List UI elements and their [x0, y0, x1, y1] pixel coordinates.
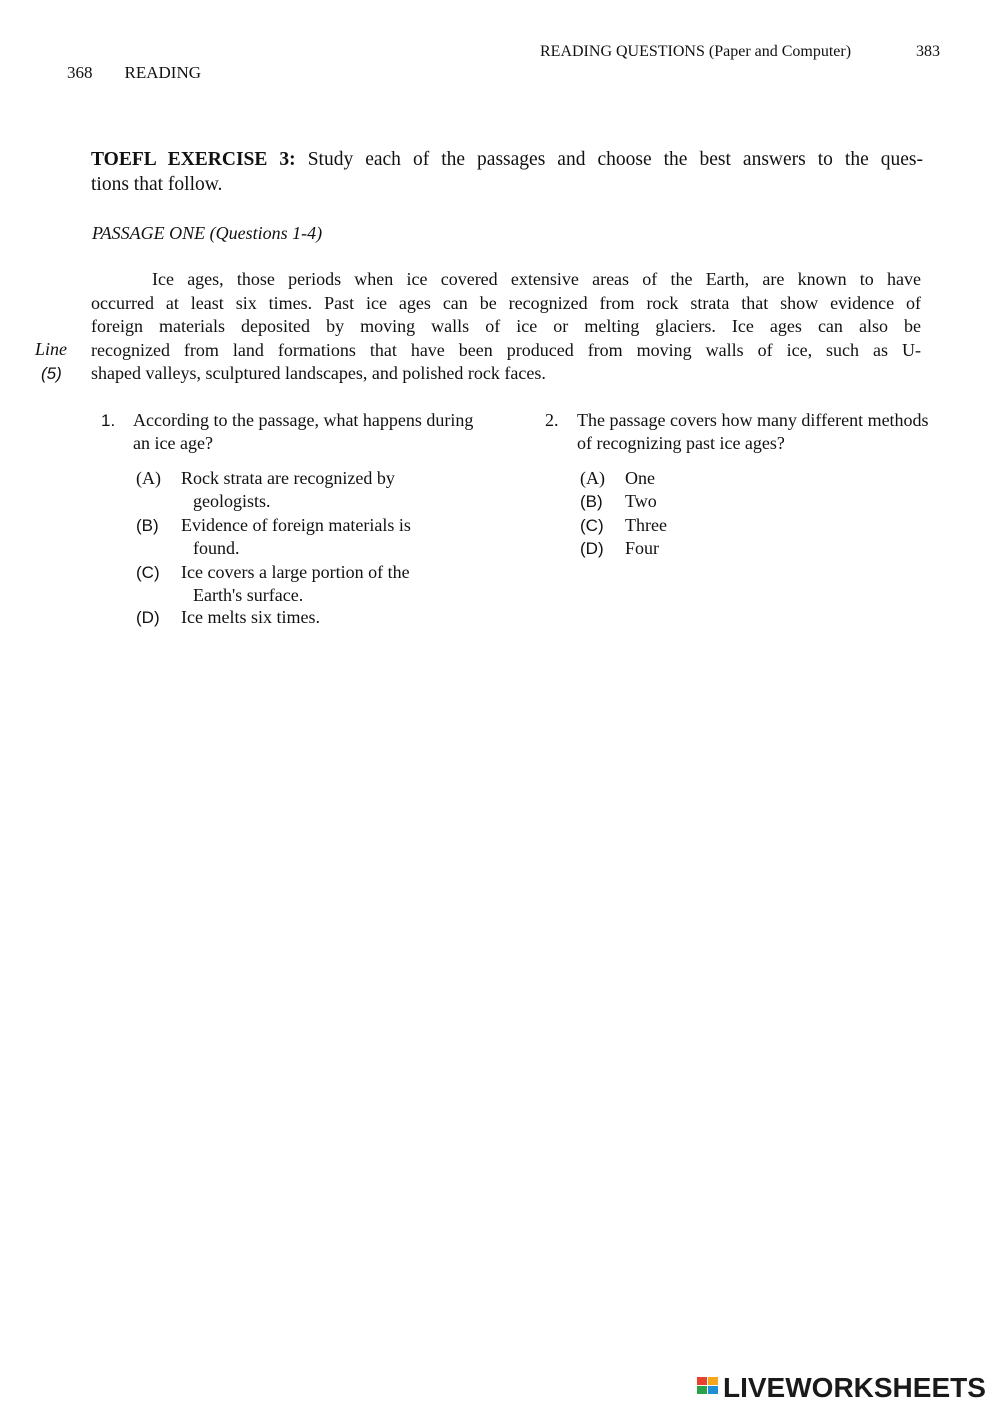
question-number: 1. [101, 411, 116, 430]
passage-line: occurred at least six times. Past ice ages can be recognized from rock strata that show evidence of [91, 292, 921, 313]
option-letter: (B) [136, 516, 159, 535]
logo-square-icon [697, 1377, 707, 1385]
header-title: READING QUESTIONS (Paper and Computer) [540, 43, 852, 60]
exercise-instructions [91, 147, 923, 197]
liveworksheets-logo [697, 1372, 986, 1404]
logo-text: LIVEWORKSHEETS [723, 1372, 986, 1403]
running-header-left [67, 63, 201, 83]
option-letter: (A) [136, 468, 161, 488]
question-text: The passage covers how many different methods of recognizing past ice ages? [577, 410, 929, 453]
passage-title: PASSAGE ONE (Questions 1-4) [92, 223, 323, 243]
option-text: Two [625, 491, 657, 511]
option-letter: (C) [136, 563, 160, 582]
option-letter: (A) [580, 468, 605, 488]
passage-line: Ice ages, those periods when ice covered extensive areas of the Earth, are known to have [152, 269, 921, 289]
header-section: READING [124, 63, 201, 82]
logo-square-icon [708, 1386, 718, 1394]
exercise-label: TOEFL EXERCISE 3: [91, 149, 296, 170]
option-text: Four [625, 538, 660, 558]
option-letter: (D) [580, 539, 604, 558]
question-text: According to the passage, what happens during an ice age? [133, 410, 474, 453]
running-header-right [540, 43, 940, 61]
option-text [181, 514, 471, 560]
option-text: Three [625, 515, 667, 535]
line-marker: Line [35, 339, 68, 359]
option-text [181, 561, 471, 607]
instructions-text-1: Study each of the passages and choose the best answers to the ques- [307, 149, 924, 170]
option-letter: (C) [580, 516, 604, 535]
option-text: One [625, 468, 655, 488]
question-number: 2. [545, 410, 559, 430]
passage-line: recognized from land formations that have been produced from moving walls of ice, such as U- [91, 339, 921, 360]
line-number: (5) [41, 364, 62, 383]
option-text-line: Ice covers a large portion of the [181, 562, 410, 582]
instructions-line-1 [91, 147, 923, 172]
option-text-line: Evidence of foreign materials is [181, 515, 411, 535]
option-text [181, 467, 471, 513]
option-text-line: geologists. [193, 491, 271, 511]
passage-line: shaped valleys, sculptured landscapes, and polished rock faces. [91, 363, 546, 383]
option-text-line: Rock strata are recognized by [181, 468, 395, 488]
header-page-number: 383 [916, 43, 940, 60]
liveworksheets-logo-icon [697, 1375, 719, 1401]
passage-body [91, 268, 921, 386]
option-letter: (D) [136, 608, 160, 627]
instructions-line-2: tions that follow. [91, 174, 223, 195]
option-text-line: found. [193, 538, 240, 558]
option-text-line: Earth's surface. [193, 585, 304, 605]
logo-square-icon [697, 1386, 707, 1394]
logo-square-icon [708, 1377, 718, 1385]
passage-line: foreign materials deposited by moving walls of ice or melting glaciers. Ice ages can also be [91, 316, 921, 336]
option-text: Ice melts six times. [181, 607, 320, 627]
option-letter: (B) [580, 492, 603, 511]
header-page-number-left: 368 [67, 63, 93, 82]
